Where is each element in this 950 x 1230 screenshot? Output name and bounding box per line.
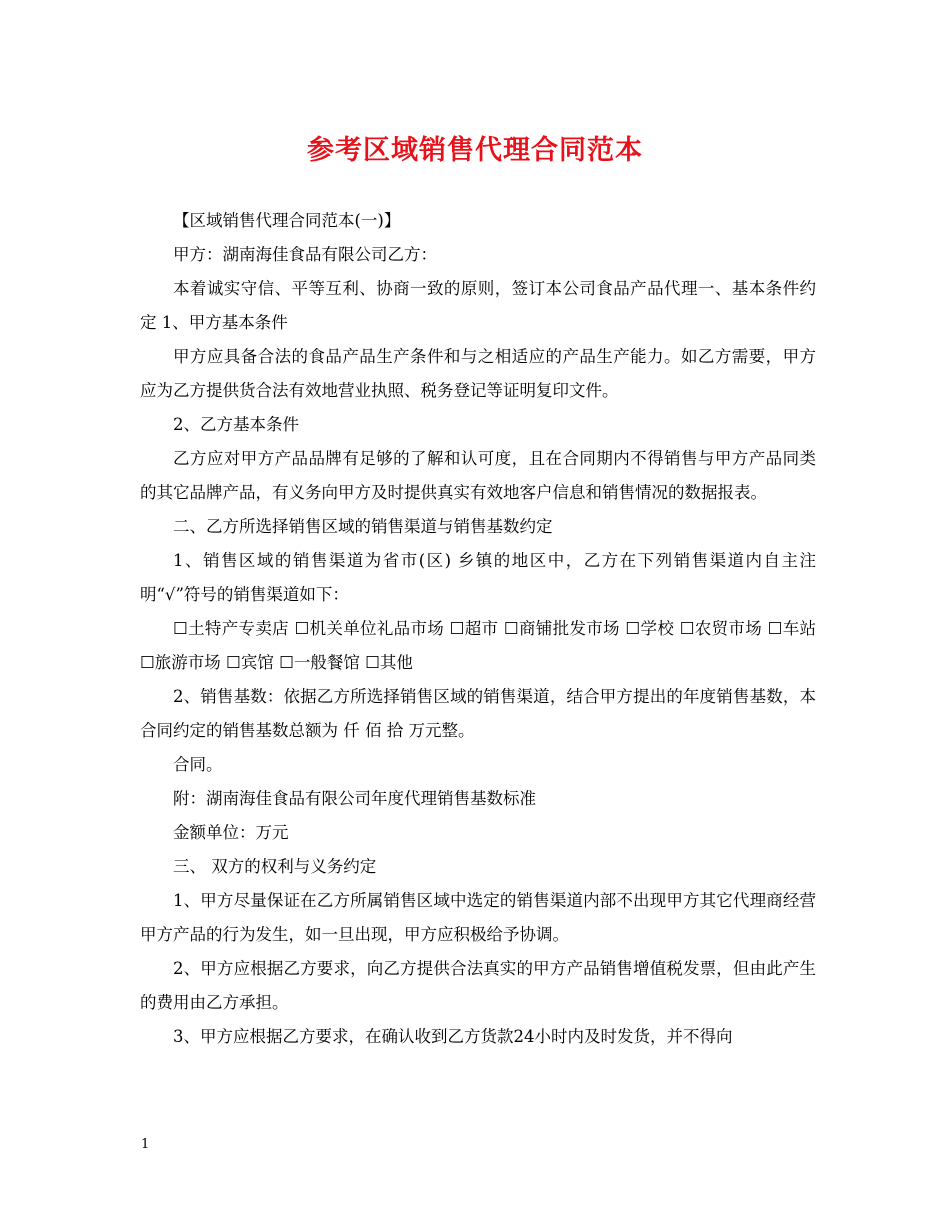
section-heading: 【区域销售代理合同范本(一)】 (173, 211, 401, 230)
paragraph: 2、甲方应根据乙方要求，向乙方提供合法真实的甲方产品销售增值税发票，但由此产生的费用由乙方承担。 (140, 959, 816, 1012)
paragraph: 1、销售区域的销售渠道为省市(区) 乡镇的地区中，乙方在下列销售渠道内自主注明“√”符号的销售渠道如下： (140, 551, 816, 604)
page-number: 1 (141, 1137, 150, 1152)
paragraph: 乙方应对甲方产品品牌有足够的了解和认可度，且在合同期内不得销售与甲方产品同类的其它品牌产品，有义务向甲方及时提供真实有效地客户信息和销售情况的数据报表。 (140, 449, 816, 502)
paragraph: 本着诚实守信、平等互利、协商一致的原则，签订本公司食品产品代理一、基本条件约定 1、甲方基本条件 (140, 279, 816, 332)
checkbox-options: ☐土特产专卖店 ☐机关单位礼品市场 ☐超市 ☐商铺批发市场 ☐学校 ☐农贸市场 ☐车站 ☐旅游市场 ☐宾馆 ☐一般餐馆 ☐其他 (140, 619, 816, 672)
document-title: 参考区域销售代理合同范本 (307, 135, 643, 166)
paragraph: 2、销售基数：依据乙方所选择销售区域的销售渠道，结合甲方提出的年度销售基数，本合同约定的销售基数总额为 仟 佰 拾 万元整。 (140, 687, 816, 740)
section-heading: 二、乙方所选择销售区域的销售渠道与销售基数约定 (173, 517, 553, 536)
paragraph: 金额单位：万元 (173, 823, 289, 842)
section-heading: 三、 双方的权利与义务约定 (173, 857, 377, 876)
document-body (140, 204, 816, 1054)
paragraph: 3、甲方应根据乙方要求，在确认收到乙方货款24小时内及时发货，并不得向 (173, 1027, 733, 1046)
paragraph: 1、甲方尽量保证在乙方所属销售区域中选定的销售渠道内部不出现甲方其它代理商经营甲方产品的行为发生，如一旦出现，甲方应积极给予协调。 (140, 891, 816, 944)
paragraph: 甲方应具备合法的食品产品生产条件和与之相适应的产品生产能力。如乙方需要，甲方应为乙方提供货合法有效地营业执照、税务登记等证明复印文件。 (140, 347, 816, 400)
party-line: 甲方：湖南海佳食品有限公司乙方： (173, 245, 437, 264)
paragraph: 2、乙方基本条件 (173, 415, 299, 434)
paragraph: 合同。 (173, 755, 223, 774)
paragraph: 附：湖南海佳食品有限公司年度代理销售基数标准 (173, 789, 536, 808)
